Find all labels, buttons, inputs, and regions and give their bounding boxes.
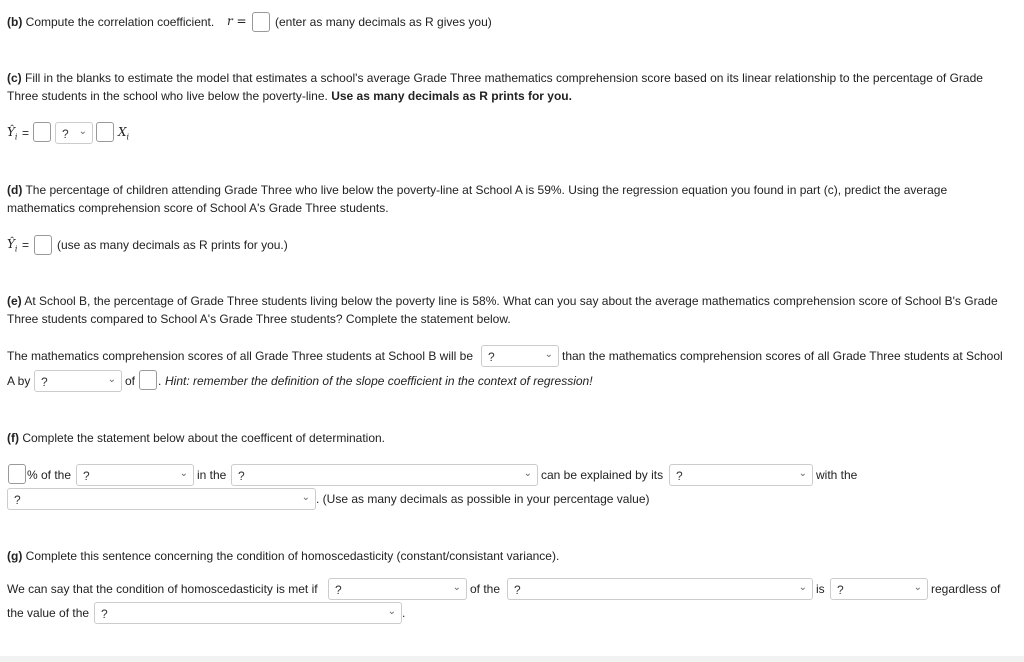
- part-c-text2: Three students in the school who live below the poverty-line.: [7, 89, 328, 103]
- part-g-s3: is: [816, 582, 825, 596]
- part-b-question: [7, 15, 214, 29]
- part-e-label: (e): [7, 294, 22, 308]
- part-f-text: Complete the statement below about the coefficent of determination.: [22, 431, 386, 445]
- condition-select-4[interactable]: ? ⌄: [94, 602, 402, 624]
- part-b-text: Compute the correlation coefficient.: [25, 15, 215, 29]
- variable-select-2[interactable]: ? ⌄: [231, 464, 538, 486]
- prediction-input[interactable]: [34, 235, 52, 255]
- variable-select-1[interactable]: ? ⌄: [76, 464, 194, 486]
- chevron-down-icon: ⌄: [798, 468, 807, 479]
- part-g-s2: of the: [470, 582, 501, 596]
- part-g-question: [7, 549, 559, 563]
- part-c-text1: Fill in the blanks to estimate the model that estimates a school's average Grade Three mathematics comprehension score based on its linear relationship to the percentage of Grade: [25, 71, 983, 85]
- chevron-down-icon: ⌄: [78, 126, 87, 137]
- part-e-hint: Hint: remember the definition of the slope coefficient in the context of regression!: [165, 374, 593, 388]
- part-g-s6: .: [402, 606, 406, 620]
- equals-sign-c: =: [22, 126, 30, 140]
- part-e-s4: of: [125, 374, 136, 388]
- part-e-s3: A by: [7, 374, 31, 388]
- part-c-bold: Use as many decimals as R prints for you.: [331, 89, 572, 103]
- part-f-s3: can be explained by its: [541, 468, 664, 482]
- part-e-s1: The mathematics comprehension scores of all Grade Three students at School B will be: [7, 349, 474, 363]
- chevron-down-icon: ⌄: [179, 468, 188, 479]
- equals-sign-d: =: [22, 238, 30, 252]
- part-f-s5: . (Use as many decimals as possible in your percentage value): [316, 492, 650, 506]
- chevron-down-icon: ⌄: [387, 606, 396, 617]
- part-g-s1: We can say that the condition of homoscedasticity is met if: [7, 582, 318, 596]
- chevron-down-icon: ⌄: [452, 582, 461, 593]
- part-b-hint: (enter as many decimals as R gives you): [275, 15, 492, 29]
- chevron-down-icon: ⌄: [523, 468, 532, 479]
- yhat-symbol-d: $Ŷ_i$: [7, 237, 18, 254]
- part-d-text1: The percentage of children attending Grade Three who live below the poverty-line at School A is 59%. Using the regression equation you found in part (c), predict the average: [25, 183, 948, 197]
- part-g-label: (g): [7, 549, 23, 563]
- chevron-down-icon: ⌄: [913, 582, 922, 593]
- chevron-down-icon: ⌄: [301, 492, 310, 503]
- part-c-label: (c): [7, 71, 22, 85]
- part-g-s5: the value of the: [7, 606, 90, 620]
- part-f-s2: in the: [197, 468, 227, 482]
- part-f-label: (f): [7, 431, 19, 445]
- slope-input[interactable]: [96, 122, 114, 142]
- x-symbol: $X_i$: [118, 125, 130, 142]
- footer-divider: [0, 656, 1024, 662]
- r-symbol: r =: [227, 14, 247, 28]
- part-e-text1: At School B, the percentage of Grade Three students living below the poverty line is 58%. What can you say about the average mathematics comprehension score of School B's Grade: [24, 294, 998, 308]
- yhat-symbol-c: $Ŷ_i$: [7, 125, 18, 142]
- part-d-line2: mathematics comprehension score of School A's Grade Three students.: [7, 201, 389, 215]
- difference-input[interactable]: [139, 370, 157, 390]
- part-e-s2: than the mathematics comprehension scores of all Grade Three students at School: [562, 349, 1003, 363]
- part-d-hint: (use as many decimals as R prints for you.): [57, 238, 288, 252]
- part-e-s5: .: [158, 374, 162, 388]
- variable-select-3[interactable]: ? ⌄: [7, 488, 316, 510]
- chevron-down-icon: ⌄: [798, 582, 807, 593]
- part-f-s4: with the: [816, 468, 858, 482]
- part-b-label: (b): [7, 15, 23, 29]
- sign-select[interactable]: ? ⌄: [55, 122, 93, 144]
- part-e-line1: [7, 294, 998, 308]
- part-d-line1: [7, 183, 947, 197]
- intercept-input[interactable]: [33, 122, 51, 142]
- chevron-down-icon: ⌄: [544, 349, 553, 360]
- part-g-text: Complete this sentence concerning the condition of homoscedasticity (constant/consistant variance).: [25, 549, 560, 563]
- comparison-select[interactable]: ? ⌄: [481, 345, 559, 367]
- chevron-down-icon: ⌄: [107, 374, 116, 385]
- amount-select[interactable]: ? ⌄: [34, 370, 122, 392]
- correlation-input[interactable]: [252, 12, 270, 32]
- part-f-question: [7, 431, 385, 445]
- condition-select-2[interactable]: ? ⌄: [507, 578, 813, 600]
- condition-select-1[interactable]: ? ⌄: [328, 578, 467, 600]
- part-c-line2: [7, 89, 572, 103]
- percentage-input[interactable]: [8, 464, 26, 484]
- part-g-s4: regardless of: [931, 582, 1001, 596]
- part-e-line2: Three students compared to School A's Grade Three students? Complete the statement below.: [7, 312, 511, 326]
- part-d-label: (d): [7, 183, 23, 197]
- relationship-select[interactable]: ? ⌄: [669, 464, 813, 486]
- part-f-s1: % of the: [27, 468, 72, 482]
- part-c-line1: [7, 71, 983, 85]
- condition-select-3[interactable]: ? ⌄: [830, 578, 928, 600]
